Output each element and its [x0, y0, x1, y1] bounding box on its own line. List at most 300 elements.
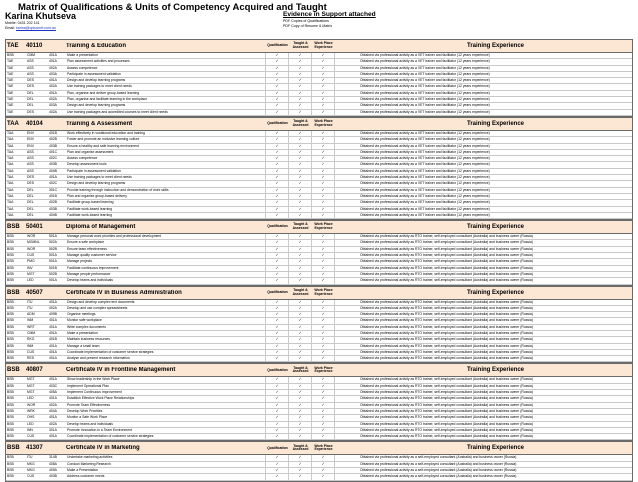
row-spacer — [335, 240, 359, 245]
unit-code: BSB — [7, 427, 14, 432]
qualification-check: ✓ — [266, 384, 289, 389]
unit-number: 401A — [49, 90, 57, 95]
unit-area: DEL — [27, 97, 34, 102]
qualification-check: ✓ — [266, 278, 289, 283]
training-experience-column-header: Training Experience — [466, 289, 525, 296]
unit-number: 301A — [49, 427, 57, 432]
unit-number: 401B — [49, 193, 57, 198]
training-experience-text: Obtained via professional activity as a VET trainer and facilitator (12 years experience) — [360, 193, 490, 198]
qualification-check: ✓ — [266, 318, 289, 323]
unit-number: 403B — [49, 162, 57, 167]
taught-check: ✓ — [289, 213, 312, 218]
unit-area: INN — [27, 427, 33, 432]
section-number: 40507 — [26, 289, 43, 296]
unit-code: TAA — [7, 200, 14, 205]
taught-check: ✓ — [289, 384, 312, 389]
section-title: Diploma of Management — [66, 224, 136, 231]
section-title: Training & Education — [66, 43, 127, 49]
training-experience-text: Obtained via professional activity as RTO trainer, self-employed consultant (Australia) and business owner (Russia) — [360, 396, 533, 401]
section-title: Training & Assessment — [66, 120, 133, 127]
qualification-check: ✓ — [266, 234, 289, 239]
row-spacer — [335, 200, 359, 205]
unit-number: 403C — [49, 383, 58, 388]
unit-area: INM — [27, 343, 34, 348]
qualification-check: ✓ — [266, 194, 289, 199]
unit-code: BSB — [7, 324, 14, 329]
section-number: 40110 — [26, 43, 43, 49]
unit-code: TAA — [7, 137, 14, 142]
unit-code: TAE — [7, 90, 14, 95]
row-spacer — [335, 415, 359, 420]
unit-code: BSB — [7, 240, 14, 245]
training-experience-text: Obtained via professional activity as RTO trainer, self-employed consultant (Australia) and business owner (Russia) — [360, 234, 533, 239]
taught-check: ✓ — [289, 325, 312, 330]
unit-number: 301C — [49, 187, 58, 192]
unit-code: BSB — [7, 259, 14, 264]
unit-number: 402C — [49, 181, 58, 186]
workplace-check: ✓ — [312, 150, 335, 155]
taught-assessed-column-header: Taught & Assessed — [292, 287, 309, 296]
section-header — [6, 118, 632, 131]
unit-description: Use training packages to meet client needs — [66, 84, 266, 89]
unit-description: Coordinate implementation of customer service strategies — [66, 350, 266, 355]
taught-check: ✓ — [289, 253, 312, 258]
unit-area: MGT — [27, 377, 35, 382]
taught-check: ✓ — [289, 396, 312, 401]
section-header — [6, 364, 632, 377]
unit-area: ASS — [27, 162, 34, 167]
section-code: BSB — [7, 289, 20, 296]
qualification-section — [5, 286, 633, 364]
unit-number: 402B — [49, 200, 57, 205]
unit-code: TAE — [7, 103, 14, 108]
qualification-check: ✓ — [266, 344, 289, 349]
workplace-check: ✓ — [312, 253, 335, 258]
workplace-check: ✓ — [312, 240, 335, 245]
unit-number: 502A — [49, 240, 57, 245]
workplace-check: ✓ — [312, 350, 335, 355]
qualification-check: ✓ — [266, 272, 289, 277]
taught-check: ✓ — [289, 59, 312, 64]
unit-code: TAE — [7, 97, 14, 102]
taught-check: ✓ — [289, 377, 312, 382]
unit-area: MKG — [27, 468, 35, 473]
unit-code: BSB — [7, 349, 14, 354]
qualification-check: ✓ — [266, 377, 289, 382]
unit-area: DES — [27, 78, 34, 83]
unit-area: OHS — [27, 415, 35, 420]
qualification-check: ✓ — [266, 300, 289, 305]
unit-number: 501A — [49, 259, 57, 264]
row-spacer — [335, 300, 359, 305]
workplace-check: ✓ — [312, 272, 335, 277]
unit-code: BSB — [7, 402, 14, 407]
workplace-experience-column-header: Work Place Experience — [314, 119, 333, 127]
qualification-check: ✓ — [266, 259, 289, 264]
unit-code: TAA — [7, 181, 14, 186]
unit-code: TAE — [7, 71, 14, 76]
training-experience-text: Obtained via professional activity as RTO trainer, self-employed consultant (Australia) and business owner (Russia) — [360, 299, 533, 304]
qualification-check: ✓ — [266, 455, 289, 460]
taught-check: ✓ — [289, 474, 312, 479]
workplace-check: ✓ — [312, 337, 335, 342]
taught-check: ✓ — [289, 247, 312, 252]
training-experience-text: Obtained via professional activity as a VET trainer and facilitator (12 years experience) — [360, 143, 490, 148]
workplace-check: ✓ — [312, 131, 335, 136]
workplace-check: ✓ — [312, 278, 335, 283]
unit-code: BSB — [7, 246, 14, 251]
row-spacer — [335, 97, 359, 102]
training-experience-text: Obtained via professional activity as a VET trainer and facilitator (12 years experience) — [360, 137, 490, 142]
workplace-check: ✓ — [312, 53, 335, 58]
unit-code: TAA — [7, 168, 14, 173]
unit-code: BSB — [7, 383, 14, 388]
section-header — [6, 442, 632, 455]
unit-area: WOR — [27, 402, 36, 407]
unit-description: Monitor a Safe Work Place — [66, 415, 266, 420]
row-spacer — [335, 259, 359, 264]
email-line — [5, 26, 56, 31]
qualification-check: ✓ — [266, 200, 289, 205]
unit-area: LED — [27, 278, 34, 283]
unit-description: Ensure a healthy and safe learning environment — [66, 144, 266, 149]
unit-area: ASS — [27, 71, 34, 76]
workplace-check: ✓ — [312, 234, 335, 239]
unit-area: ITU — [27, 299, 33, 304]
workplace-check: ✓ — [312, 468, 335, 473]
workplace-check: ✓ — [312, 434, 335, 439]
row-spacer — [335, 144, 359, 149]
qualification-check: ✓ — [266, 72, 289, 77]
unit-code: BSB — [7, 356, 14, 361]
training-experience-text: Obtained via professional activity as RTO trainer, self-employed consultant (Australia) and business owner (Russia) — [360, 305, 533, 310]
workplace-check: ✓ — [312, 306, 335, 311]
taught-assessed-column-header: Taught & Assessed — [292, 443, 309, 452]
taught-check: ✓ — [289, 462, 312, 467]
training-experience-text: Obtained via professional activity as a self-employed consultant (Australia) and business owner (Russia) — [360, 474, 517, 479]
taught-check: ✓ — [289, 300, 312, 305]
unit-code: TAA — [7, 149, 14, 154]
unit-area: MGT — [27, 271, 35, 276]
row-spacer — [335, 213, 359, 218]
qualification-section — [5, 363, 633, 441]
qualification-column-header: Qualification — [267, 445, 288, 450]
qualification-check: ✓ — [266, 266, 289, 271]
qualification-check: ✓ — [266, 213, 289, 218]
unit-description: Facilitate group-based learning — [66, 200, 266, 205]
row-spacer — [335, 66, 359, 71]
taught-check: ✓ — [289, 53, 312, 58]
unit-code: BSB — [7, 318, 14, 323]
row-spacer — [335, 84, 359, 89]
unit-number: 402A — [49, 305, 57, 310]
unit-description: Monitor safe workplace — [66, 318, 266, 323]
taught-check: ✓ — [289, 356, 312, 361]
training-experience-text: Obtained via professional activity as RTO trainer, self-employed consultant (Australia) and business owner (Russia) — [360, 402, 533, 407]
training-experience-text: Obtained via professional activity as RTO trainer, self-employed consultant (Australia) and business owner (Russia) — [360, 434, 533, 439]
unit-code: TAE — [7, 84, 14, 89]
taught-assessed-column-header: Taught & Assessed — [292, 365, 309, 374]
qualification-check: ✓ — [266, 169, 289, 174]
workplace-check: ✓ — [312, 181, 335, 186]
qualification-check: ✓ — [266, 396, 289, 401]
row-spacer — [335, 455, 359, 460]
unit-description: Develop teams and individuals — [66, 278, 266, 283]
training-experience-text: Obtained via professional activity as a VET trainer and facilitator (12 years experience) — [360, 103, 490, 108]
unit-code: BSB — [7, 299, 14, 304]
row-spacer — [335, 409, 359, 414]
unit-code: BSB — [7, 461, 14, 466]
unit-code: TAA — [7, 212, 14, 217]
row-spacer — [335, 169, 359, 174]
unit-number: 502B — [49, 271, 57, 276]
training-experience-text: Obtained via professional activity as RTO trainer, self-employed consultant (Australia) and business owner (Russia) — [360, 318, 533, 323]
row-spacer — [335, 175, 359, 180]
workplace-check: ✓ — [312, 72, 335, 77]
taught-check: ✓ — [289, 468, 312, 473]
training-experience-text: Obtained via professional activity as a VET trainer and facilitator (12 years experience) — [360, 181, 490, 186]
workplace-check: ✓ — [312, 91, 335, 96]
training-experience-text: Obtained via professional activity as RTO trainer, self-employed consultant (Australia) and business owner (Russia) — [360, 324, 533, 329]
qualification-column-header: Qualification — [267, 289, 288, 294]
workplace-check: ✓ — [312, 325, 335, 330]
row-spacer — [335, 356, 359, 361]
workplace-check: ✓ — [312, 97, 335, 102]
workplace-experience-column-header: Work Place Experience — [314, 287, 333, 296]
unit-number: 501A — [49, 278, 57, 283]
training-experience-text: Obtained via professional activity as a VET trainer and facilitator (12 years experience) — [360, 130, 490, 135]
qualification-check: ✓ — [266, 103, 289, 108]
unit-number: 404B — [49, 212, 57, 217]
taught-check: ✓ — [289, 84, 312, 89]
qualification-check: ✓ — [266, 428, 289, 433]
unit-area: CUS — [27, 434, 35, 439]
taught-check: ✓ — [289, 390, 312, 395]
taught-check: ✓ — [289, 259, 312, 264]
qualification-check: ✓ — [266, 53, 289, 58]
workplace-experience-column-header: Work Place Experience — [314, 41, 333, 49]
unit-description: Design and develop learning programs — [66, 181, 266, 186]
training-experience-text: Obtained via professional activity as RTO trainer, self-employed consultant (Australia) and business owner (Russia) — [360, 312, 533, 317]
unit-number: 501B — [49, 265, 57, 270]
unit-area: ITU — [27, 305, 33, 310]
training-experience-text: Obtained via professional activity as a self-employed consultant (Australia) and business owner (Russia) — [360, 455, 517, 460]
unit-number: 403A — [49, 103, 57, 108]
workplace-check: ✓ — [312, 175, 335, 180]
workplace-check: ✓ — [312, 396, 335, 401]
unit-area: MKG — [27, 461, 35, 466]
qualification-check: ✓ — [266, 240, 289, 245]
unit-area: ITU — [27, 455, 33, 460]
workplace-check: ✓ — [312, 247, 335, 252]
unit-description: Coordinate implementation of customer service strategies — [66, 434, 266, 439]
row-spacer — [335, 137, 359, 142]
unit-row — [6, 434, 632, 440]
qualification-check: ✓ — [266, 306, 289, 311]
unit-area: DES — [27, 84, 34, 89]
qualification-check: ✓ — [266, 312, 289, 317]
qualification-check: ✓ — [266, 474, 289, 479]
qualification-check: ✓ — [266, 137, 289, 142]
unit-number: 401A — [49, 299, 57, 304]
unit-number: 403B — [49, 206, 57, 211]
qualification-check: ✓ — [266, 59, 289, 64]
workplace-experience-column-header: Work Place Experience — [314, 443, 333, 452]
training-experience-text: Obtained via professional activity as a VET trainer and facilitator (12 years experience) — [360, 200, 490, 205]
taught-check: ✓ — [289, 144, 312, 149]
unit-area: CUS — [27, 349, 35, 354]
taught-check: ✓ — [289, 312, 312, 317]
unit-code: BSB — [7, 474, 14, 479]
qualification-check: ✓ — [266, 150, 289, 155]
unit-code: BSB — [7, 53, 14, 57]
unit-number: 401A — [49, 415, 57, 420]
row-spacer — [335, 422, 359, 427]
unit-description: Manage a small team — [66, 344, 266, 349]
workplace-check: ✓ — [312, 266, 335, 271]
row-spacer — [335, 396, 359, 401]
unit-area: MGT — [27, 390, 35, 395]
unit-number: 408A — [49, 461, 57, 466]
section-number: 50401 — [26, 224, 43, 231]
unit-code: BSB — [7, 343, 14, 348]
unit-area: LED — [27, 421, 34, 426]
unit-description: Foster and promote an inclusive learning culture — [66, 137, 266, 142]
row-spacer — [335, 318, 359, 323]
workplace-experience-column-header: Work Place Experience — [314, 222, 333, 231]
unit-code: BSB — [7, 253, 14, 258]
training-experience-text: Obtained via professional activity as RTO trainer, self-employed consultant (Australia) and business owner (Russia) — [360, 421, 533, 426]
qualification-check: ✓ — [266, 337, 289, 342]
evidence-block — [283, 11, 376, 29]
unit-number: 401A — [49, 377, 57, 382]
email-label: Email: — [5, 26, 15, 30]
training-experience-text: Obtained via professional activity as a VET trainer and facilitator (12 years experience) — [360, 109, 490, 114]
unit-description: Ensure team effectiveness — [66, 247, 266, 252]
taught-check: ✓ — [289, 131, 312, 136]
taught-check: ✓ — [289, 150, 312, 155]
unit-number: 403A — [49, 71, 57, 76]
unit-number: 401A — [49, 318, 57, 323]
row-spacer — [335, 253, 359, 258]
taught-assessed-column-header: Taught & Assessed — [292, 222, 309, 231]
section-number: 41307 — [26, 445, 43, 452]
unit-area: DES — [27, 181, 34, 186]
qualification-check: ✓ — [266, 434, 289, 439]
section-title: Certificate IV in Marketing — [66, 445, 140, 452]
training-experience-text: Obtained via professional activity as RTO trainer, self-employed consultant (Australia) and business owner (Russia) — [360, 278, 533, 283]
workplace-check: ✓ — [312, 137, 335, 142]
row-spacer — [335, 428, 359, 433]
unit-area: DES — [27, 109, 34, 114]
training-experience-column-header: Training Experience — [466, 43, 525, 49]
taught-check: ✓ — [289, 91, 312, 96]
taught-check: ✓ — [289, 344, 312, 349]
unit-description: Design and develop learning programs — [66, 78, 266, 83]
training-experience-text: Obtained via professional activity as RTO trainer, self-employed consultant (Australia) and business owner (Russia) — [360, 259, 533, 264]
taught-check: ✓ — [289, 422, 312, 427]
row-spacer — [335, 344, 359, 349]
training-experience-text: Obtained via professional activity as RTO trainer, self-employed consultant (Australia) and business owner (Russia) — [360, 343, 533, 348]
unit-description: Plan and organise assessment — [66, 150, 266, 155]
unit-number: 409A — [49, 468, 57, 473]
taught-check: ✓ — [289, 169, 312, 174]
row-spacer — [335, 234, 359, 239]
unit-area: WRK — [27, 408, 35, 413]
training-experience-text: Obtained via professional activity as a VET trainer and facilitator (12 years experience) — [360, 162, 490, 167]
workplace-check: ✓ — [312, 78, 335, 83]
unit-description: Plan assessment activities and processes — [66, 59, 266, 64]
qualification-check: ✓ — [266, 409, 289, 414]
workplace-check: ✓ — [312, 474, 335, 479]
unit-description: Ensure a safe workplace — [66, 240, 266, 245]
unit-description: Show leadership in the Work Place — [66, 377, 266, 382]
workplace-check: ✓ — [312, 144, 335, 149]
unit-description: Assess competence — [66, 66, 266, 71]
qualification-check: ✓ — [266, 462, 289, 467]
unit-description: Use training packages and accredited courses to meet client needs — [66, 110, 266, 115]
row-spacer — [335, 384, 359, 389]
email-link[interactable]: karina@optusnet.com.au — [16, 26, 57, 30]
unit-code: TAE — [7, 109, 14, 114]
unit-code: TAA — [7, 175, 14, 180]
unit-code: BSB — [7, 455, 14, 460]
unit-number: 404B — [49, 168, 57, 173]
qualification-check: ✓ — [266, 78, 289, 83]
unit-number: 402A — [49, 97, 57, 102]
unit-code: BSB — [7, 415, 14, 420]
unit-number: 501A — [49, 253, 57, 258]
unit-description: Make a Presentation — [66, 468, 266, 473]
unit-number: 401A — [49, 356, 57, 361]
row-spacer — [335, 72, 359, 77]
section-number: 40104 — [26, 120, 43, 127]
row-spacer — [335, 78, 359, 83]
unit-area: DES — [27, 175, 34, 180]
taught-check: ✓ — [289, 455, 312, 460]
qualification-check: ✓ — [266, 156, 289, 161]
qualification-section — [5, 39, 633, 117]
unit-area: WOR — [27, 234, 36, 239]
row-spacer — [335, 266, 359, 271]
qualification-check: ✓ — [266, 91, 289, 96]
section-number: 40807 — [26, 367, 43, 374]
workplace-check: ✓ — [312, 259, 335, 264]
qualification-section — [5, 441, 633, 481]
unit-number: 409B — [49, 312, 57, 317]
unit-number: 401A — [49, 53, 57, 57]
unit-description: Facilitate work-based learning — [66, 213, 266, 218]
unit-description: Work effectively in vocational education and training — [66, 131, 266, 136]
qualification-check: ✓ — [266, 84, 289, 89]
qualification-column-header: Qualification — [267, 121, 288, 126]
unit-code: BSB — [7, 312, 14, 317]
taught-check: ✓ — [289, 331, 312, 336]
taught-check: ✓ — [289, 234, 312, 239]
unit-number: 401B — [49, 337, 57, 342]
row-spacer — [335, 306, 359, 311]
taught-check: ✓ — [289, 156, 312, 161]
row-spacer — [335, 103, 359, 108]
taught-check: ✓ — [289, 318, 312, 323]
training-experience-text: Obtained via professional activity as a VET trainer and facilitator (12 years experience) — [360, 53, 490, 57]
unit-number: 401A — [49, 343, 57, 348]
unit-number: 402A — [49, 402, 57, 407]
taught-check: ✓ — [289, 403, 312, 408]
unit-description: Address customer needs — [66, 474, 266, 479]
workplace-experience-column-header: Work Place Experience — [314, 365, 333, 374]
training-experience-text: Obtained via professional activity as a self-employed consultant (Australia) and business owner (Russia) — [360, 468, 517, 473]
